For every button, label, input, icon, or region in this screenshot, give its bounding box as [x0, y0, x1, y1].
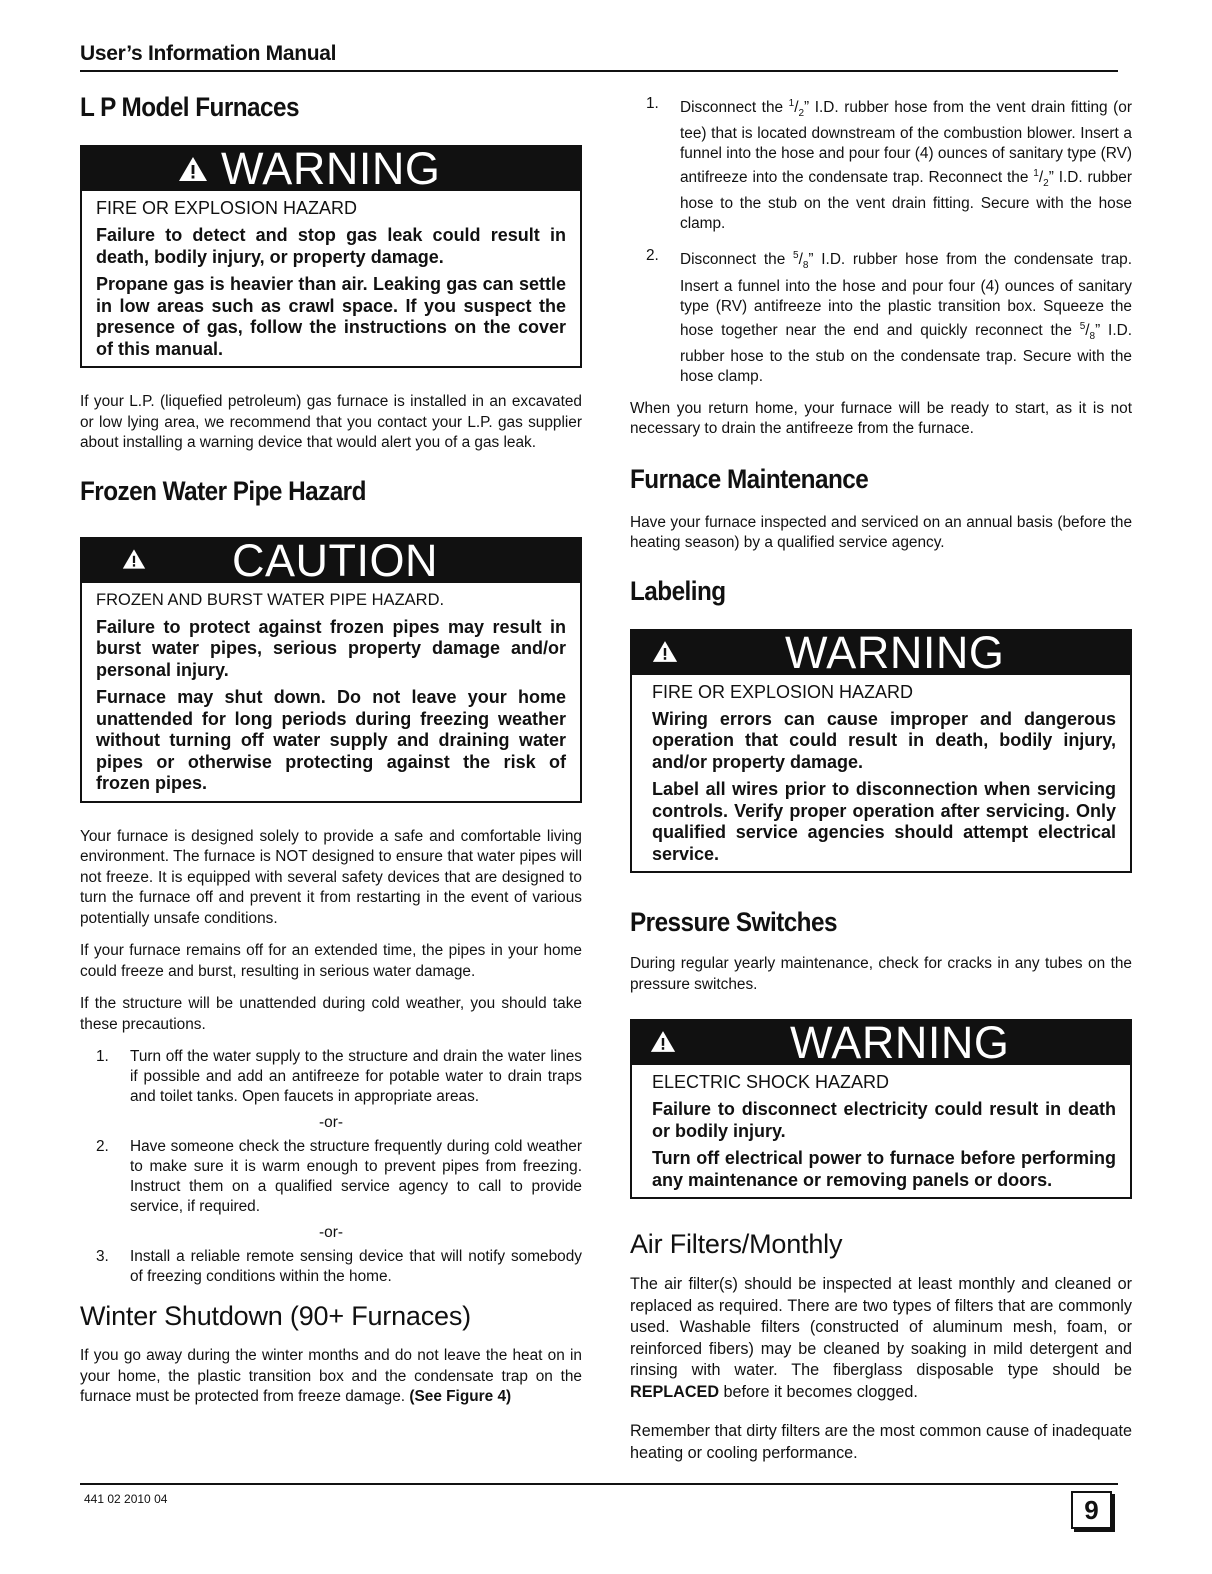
warning-box-fire — [80, 145, 582, 368]
lp-heading: L P Model Furnaces — [80, 92, 299, 122]
or-separator: -or- — [319, 1224, 343, 1241]
warning-paragraph: Turn off electrical power to furnace before performing any maintenance or removing panels or doors. — [652, 1148, 1116, 1190]
winter-steps-list — [630, 94, 1132, 387]
list-item: 3. Install a reliable remote sensing device that will notify somebody of freezing conditions within the home. — [96, 1248, 582, 1285]
warning-box-electric — [630, 1019, 1132, 1199]
warning-paragraph: Wiring errors can cause improper and dangerous operation that could result in death, bodily injury, and/or property damage. — [652, 708, 1116, 772]
list-item: 1. Disconnect the $^1/_2$” I.D. rubber hose from the vent drain fitting (or tee) that is located downstream of the combustion blower. Insert a funnel into the hose and pour four (4) ounces of sanitary type (RV) antifreeze into the condensate trap. Reconnect the $^1/_2$” I.D. rubber hose to the stub on the vent drain fitting. Secure with the hose clamp. — [646, 95, 1132, 233]
or-separator: -or- — [319, 1114, 343, 1131]
air-filters-paragraph: The air filter(s) should be inspected at least monthly and cleaned or replaced as required. There are two types of filters that are commonly used. Washable filters (constructed of aluminum mesh, foam, or reinforced fibers) may be cleaned by soaking in mild detergent and rinsing with water. The fiberglass disposable type should be REPLACED before it becomes clogged. — [630, 1275, 1132, 1401]
air-filters-heading: Air Filters/Monthly — [630, 1229, 843, 1260]
warning-triangle-icon — [178, 156, 208, 182]
document-code: 441 02 2010 04 — [84, 1492, 168, 1506]
list-item: 2. Disconnect the $^5/_8$” I.D. rubber hose from the condensate trap. Insert a funnel into the hose and pour four (4) ounces of sanitary type (RV) antifreeze into the plastic transition box. Squeeze the hose together near the end and quickly reconnect the $^5/_8$” I.D. rubber hose to the stub on the condensate trap. Secure with the hose clamp. — [646, 247, 1132, 385]
left-column — [80, 78, 582, 1408]
winter-shutdown-heading: Winter Shutdown (90+ Furnaces) — [80, 1301, 471, 1331]
warning-paragraph: Failure to disconnect electricity could result in death or bodily injury. — [652, 1099, 1116, 1141]
furnace-maintenance-heading: Furnace Maintenance — [630, 463, 869, 494]
warning-title-bar — [632, 1017, 1130, 1069]
hazard-title: FROZEN AND BURST WATER PIPE HAZARD. — [96, 590, 445, 609]
warning-box-wiring — [630, 626, 1132, 874]
list-item: 2. Have someone check the structure frequently during cold weather to make sure it is warm enough to prevent pipes from freezing. Instruct them on a qualified service agency to call to provide service, if required. — [96, 1138, 582, 1215]
maintenance-paragraph: Have your furnace inspected and serviced on an annual basis (before the heating season) by a qualified service agency. — [630, 513, 1132, 552]
list-item: 1. Turn off the water supply to the structure and drain the water lines if possible and add an antifreeze for potable water to drain traps and toilet tanks. Open faucets in appropriate areas. — [96, 1048, 582, 1105]
labeling-heading: Labeling — [630, 575, 726, 606]
warning-title-bar — [82, 143, 580, 194]
caution-paragraph: Failure to protect against frozen pipes may result in burst water pipes, serious property damage and/or personal injury. — [96, 616, 566, 680]
warning-label: WARNING — [221, 143, 441, 194]
page-number: 9 — [1071, 1491, 1112, 1529]
frozen-paragraph: Your furnace is designed solely to provide a safe and comfortable living environment. The furnace is NOT designed to ensure that water pipes will not freeze. It is equipped with several safety devices that are designed to turn the furnace off and prevent it from restarting in the event of various potentially unsafe conditions. — [80, 827, 582, 927]
caution-box-frozen — [80, 534, 582, 803]
warning-label: WARNING — [785, 626, 1005, 678]
warning-triangle-icon — [650, 1030, 676, 1053]
right-column — [630, 78, 1132, 1464]
lp-paragraph: If your L.P. (liquefied petroleum) gas furnace is installed in an excavated or low lying area, we recommend that you contact your L.P. gas supplier about installing a warning device that would alert you of a gas leak. — [80, 393, 582, 451]
return-paragraph: When you return home, your furnace will be ready to start, as it is not necessary to drain the antifreeze from the furnace. — [630, 399, 1132, 438]
caution-triangle-icon — [122, 548, 146, 570]
hazard-title: FIRE OR EXPLOSION HAZARD — [652, 681, 914, 702]
warning-label: WARNING — [790, 1017, 1010, 1069]
warning-paragraph: Propane gas is heavier than air. Leaking gas can settle in low areas such as crawl space. If you suspect the presence of gas, follow the instructions on the cover of this manual. — [96, 274, 566, 359]
frozen-pipe-heading: Frozen Water Pipe Hazard — [80, 475, 366, 506]
hazard-title: FIRE OR EXPLOSION HAZARD — [96, 198, 358, 218]
warning-paragraph: Label all wires prior to disconnection when servicing controls. Verify proper operation after servicing. Only qualified service agencies should attempt electrical service. — [652, 779, 1116, 864]
caution-label: CAUTION — [232, 534, 438, 586]
warning-triangle-icon — [652, 640, 678, 663]
hazard-title: ELECTRIC SHOCK HAZARD — [652, 1072, 890, 1093]
warning-paragraph: Failure to detect and stop gas leak could result in death, bodily injury, or property damage. — [96, 225, 566, 267]
footer-rule — [80, 1483, 1118, 1485]
pressure-paragraph: During regular yearly maintenance, check for cracks in any tubes on the pressure switches. — [630, 955, 1132, 993]
pressure-switches-heading: Pressure Switches — [630, 907, 837, 938]
frozen-paragraph: If the structure will be unattended during cold weather, you should take these precautions. — [80, 995, 582, 1033]
warning-title-bar — [632, 626, 1130, 678]
winter-paragraph: If you go away during the winter months and do not leave the heat on in your home, the plastic transition box and the condensate trap on the furnace must be protected from freeze damage. (See Figure 4) — [80, 1347, 582, 1405]
manual-header: User’s Information Manual — [80, 42, 337, 65]
precaution-list — [80, 1047, 582, 1287]
caution-title-bar — [82, 534, 580, 586]
caution-paragraph: Furnace may shut down. Do not leave your home unattended for long periods during freezing weather without turning off water supply and draining water pipes or otherwise protecting against the risk of frozen pipes. — [96, 687, 566, 793]
air-filters-paragraph: Remember that dirty filters are the most common cause of inadequate heating or cooling performance. — [630, 1422, 1132, 1462]
frozen-paragraph: If your furnace remains off for an extended time, the pipes in your home could freeze and burst, resulting in serious water damage. — [80, 942, 582, 980]
header-rule — [80, 70, 1118, 72]
figure-reference: (See Figure 4) — [409, 1388, 512, 1405]
